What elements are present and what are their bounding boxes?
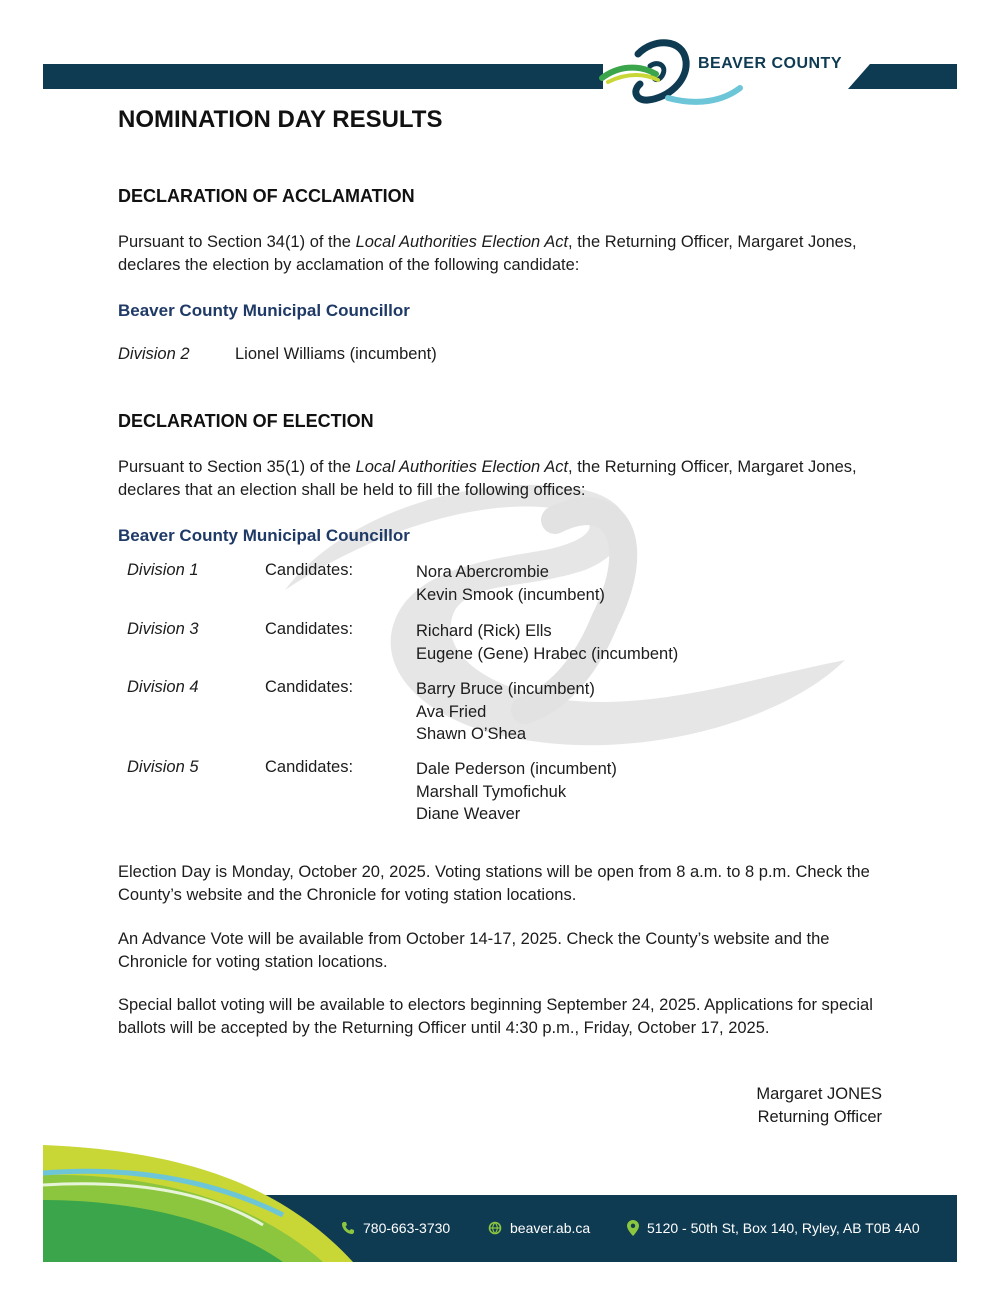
advance-vote-notice: An Advance Vote will be available from October 14-17, 2025. Check the County’s website and the Chronicle for voting station locations. [118,930,830,971]
division-label: Division 4 [127,678,199,696]
acclamation-text-start: Pursuant to Section 34(1) of the [118,233,356,251]
act-name: Local Authorities Election Act [355,233,569,251]
candidate-list [416,620,678,665]
acclamation-office: Beaver County Municipal Councillor [118,301,410,320]
address-text: 5120 - 50th St, Box 140, Ryley, AB T0B 4A0 [647,1220,920,1236]
division-label: Division 5 [127,758,199,776]
org-name: BEAVER COUNTY [698,55,842,72]
footer-phone[interactable] [341,1220,450,1236]
candidates-label: Candidates: [265,758,354,776]
election-paragraph [118,456,888,502]
division-label: Division 3 [127,620,199,638]
candidate-name: Ava Fried [416,702,487,721]
page-title: NOMINATION DAY RESULTS [118,106,443,133]
signature-block [756,1083,882,1129]
candidate-name: Richard (Rick) Ells [416,622,552,640]
election-heading: DECLARATION OF ELECTION [118,411,374,431]
signatory-role: Returning Officer [757,1108,882,1126]
candidate-name: Marshall Tymofichuk [416,782,567,801]
election-text-start: Pursuant to Section 35(1) of the [118,458,356,476]
phone-icon [341,1221,355,1235]
footer-swoosh-icon [43,1145,363,1262]
special-ballot-notice: Special ballot voting will be available to electors beginning September 24, 2025. Applications for special ballots will be accepted by the Returning Officer until 4:30 p.m., Friday, October 17, 2025. [118,996,873,1037]
division-label: Division 1 [127,561,199,579]
candidate-name: Kevin Smook (incumbent) [416,585,605,604]
election-day-notice: Election Day is Monday, October 20, 2025. Voting stations will be open from 8 a.m. to 8 p.m. Check the County’s website and the Chronicle for voting station locations. [118,863,870,904]
election-text-end: , the Returning Officer, Margaret Jones, declares that an election shall be held to fill the following offices: [118,458,857,499]
footer-address [627,1220,920,1236]
beaver-county-logo-icon [598,36,748,111]
website-text: beaver.ab.ca [510,1220,591,1236]
acclamation-heading: DECLARATION OF ACCLAMATION [118,186,415,206]
acclamation-candidate: Lionel Williams (incumbent) [235,345,437,363]
acclamation-division: Division 2 [118,345,190,363]
election-office: Beaver County Municipal Councillor [118,526,410,545]
candidate-list [416,758,617,826]
header-bar [43,64,603,89]
acclamation-paragraph [118,231,888,277]
location-pin-icon [627,1220,639,1236]
header-bar-right [848,64,957,89]
candidate-name: Nora Abercrombie [416,563,549,581]
candidate-name: Dale Pederson (incumbent) [416,760,617,778]
signatory-name: Margaret JONES [756,1085,882,1103]
candidates-label: Candidates: [265,620,354,638]
candidate-list [416,678,595,746]
globe-icon [488,1221,502,1235]
phone-text: 780-663-3730 [363,1220,451,1236]
candidate-name: Shawn O’Shea [416,725,527,743]
candidates-label: Candidates: [265,561,354,579]
candidate-name: Diane Weaver [416,805,521,823]
footer-website[interactable] [488,1220,590,1236]
candidate-name: Eugene (Gene) Hrabec (incumbent) [416,644,679,663]
candidates-label: Candidates: [265,678,354,696]
candidate-list [416,561,605,606]
acclamation-text-end: , the Returning Officer, Margaret Jones, declares the election by acclamation of the following candidate: [118,233,857,274]
candidate-name: Barry Bruce (incumbent) [416,680,595,698]
act-name: Local Authorities Election Act [355,458,569,476]
